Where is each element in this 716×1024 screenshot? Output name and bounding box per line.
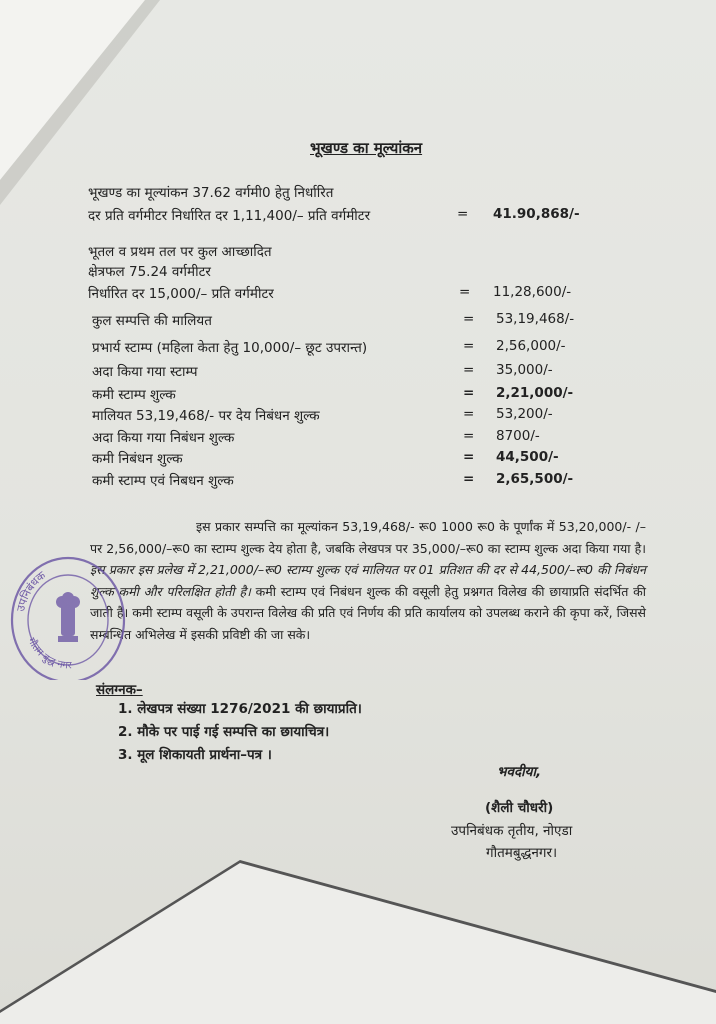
- row-equals: =: [463, 428, 475, 444]
- row-value: 11,28,600/-: [493, 284, 572, 300]
- emblem-icon: [56, 592, 80, 642]
- row-label: क्षेत्रफल 75.24 वर्गमीटर: [88, 264, 211, 280]
- row-label: अदा किया गया स्टाम्प: [92, 364, 198, 380]
- row-label: भूतल व प्रथम तल पर कुल आच्छादित: [88, 244, 272, 260]
- row-equals: =: [459, 284, 471, 300]
- row-value: 2,21,000/-: [496, 385, 574, 401]
- row-label: कुल सम्पत्ति की मालियत: [92, 313, 212, 329]
- paragraph-part: कमी स्टाम्प एवं निबंधन शुल्क की वसूली हेतु प्रश्नगत विलेख की छायाप्रति संदर्भित की जाती है। कमी स्टाम्प वसूली के उपरान्त विलेख की प्रति एवं निर्णय की प्रति कार्यालय को उपलब्ध कराने की कृपा करें, जिससे सम्बन्धित अभिलेख में इसकी प्रविष्टी की जा सके।: [90, 583, 646, 642]
- row-label: अदा किया गया निबंधन शुल्क: [92, 430, 235, 446]
- row-label: दर प्रति वर्गमीटर निर्धारित दर 1,11,400/– प्रति वर्गमीटर: [88, 208, 371, 224]
- official-seal: [6, 540, 126, 680]
- row-value: 41.90,868/-: [493, 206, 580, 222]
- row-equals: =: [463, 338, 475, 354]
- signature-closing: भवदीया,: [497, 764, 542, 780]
- row-equals: =: [457, 206, 469, 222]
- row-label: मालियत 53,19,468/- पर देय निबंधन शुल्क: [92, 408, 320, 424]
- row-equals: =: [463, 362, 475, 378]
- seal-text-top: उपनिबंधक: [14, 568, 49, 613]
- row-equals: =: [463, 385, 475, 401]
- row-label: कमी स्टाम्प एवं निबधन शुल्क: [92, 473, 234, 489]
- row-equals: =: [463, 406, 475, 422]
- page-heading: भूखण्ड का मूल्यांकन: [310, 139, 423, 157]
- row-equals: =: [463, 449, 475, 465]
- row-label: कमी स्टाम्प शुल्क: [92, 387, 176, 403]
- row-value: 53,200/-: [496, 406, 553, 422]
- row-equals: =: [463, 311, 475, 327]
- signatory-name: (शैली चौधरी): [485, 800, 554, 816]
- assessment-paragraph: [90, 516, 646, 645]
- signatory-designation: उपनिबंधक तृतीय, नोएडा: [451, 823, 573, 839]
- row-label: भूखण्ड का मूल्यांकन 37.62 वर्गमी0 हेतु निर्धारित: [88, 185, 334, 201]
- row-value: 35,000/-: [496, 362, 553, 378]
- row-value: 53,19,468/-: [496, 311, 575, 327]
- row-value: 44,500/-: [496, 449, 559, 465]
- row-value: 2,65,500/-: [496, 471, 574, 487]
- signatory-place: गौतमबुद्धनगर।: [486, 845, 558, 861]
- enclosure-item: 2. मौके पर पाई गई सम्पत्ति का छायाचित्र।: [118, 724, 330, 740]
- row-equals: =: [463, 471, 475, 487]
- paragraph-emphasis: इस प्रकार इस प्रलेख में 2,21,000/–रू0 स्टाम्प शुल्क एवं मालियत पर 01 प्रतिशत की दर से 44,500/–रू0 की निबंधन शुल्क कमी और परिलक्षित होती है।: [90, 562, 646, 599]
- enclosures-title: संलग्नक–: [96, 682, 143, 698]
- enclosure-item: 1. लेखपत्र संख्या 1276/2021 की छायाप्रति।: [118, 701, 362, 717]
- row-value: 8700/-: [496, 428, 540, 444]
- seal-text-bottom: गौतम बुद्ध नगर: [25, 636, 72, 672]
- row-value: 2,56,000/-: [496, 338, 566, 354]
- enclosure-item: 3. मूल शिकायती प्रार्थना–पत्र ।: [118, 747, 272, 763]
- row-label: कमी निबंधन शुल्क: [92, 451, 183, 467]
- paragraph-part: इस प्रकार सम्पत्ति का मूल्यांकन 53,19,468/- रू0 1000 रू0 के पूर्णांक में 53,20,000/- /–पर 2,56,000/–रू0 का स्टाम्प शुल्क देय होता है, जबकि लेखपत्र पर 35,000/–रू0 का स्टाम्प शुल्क अदा किया गया है।: [90, 519, 646, 556]
- row-label: निर्धारित दर 15,000/– प्रति वर्गमीटर: [88, 286, 274, 302]
- row-label: प्रभार्य स्टाम्प (महिला केता हेतु 10,000/– छूट उपरान्त): [92, 340, 368, 356]
